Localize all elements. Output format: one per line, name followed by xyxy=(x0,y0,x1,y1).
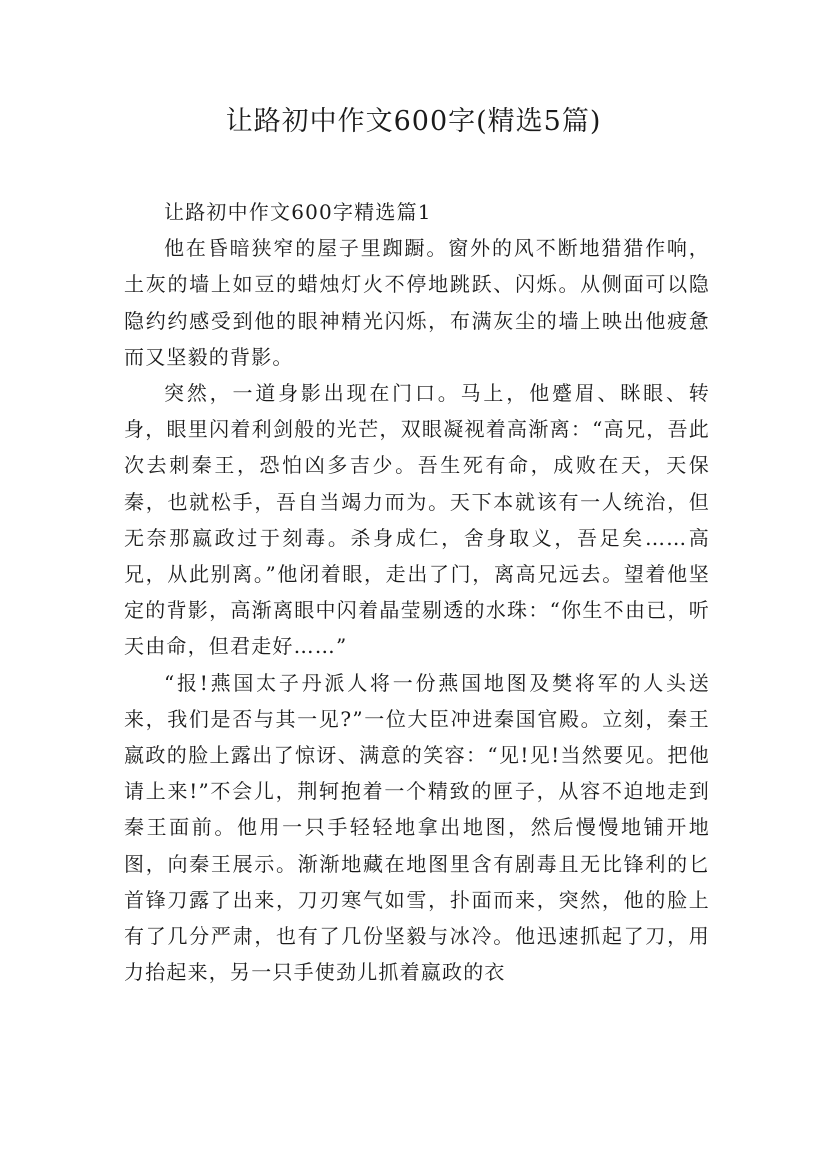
section-heading: 让路初中作文600字精选篇1 xyxy=(164,200,432,224)
paragraph-2: 突然，一道身影出现在门口。马上，他蹙眉、眯眼、转身，眼里闪着利剑般的光芒，双眼凝视着高渐离：“高兄，吾此次去刺秦王，恐怕凶多吉少。吾生死有命，成败在天，天保秦，也就松手，吾自当竭力而为。天下本就该有一人统治，但无奈那嬴政过于刻毒。杀身成仁，舍身取义，吾足矣……高兄，从此别离。”他闭着眼，走出了门，离高兄远去。望着他坚定的背影，高渐离眼中闪着晶莹剔透的水珠：“你生不由已，听天由命，但君走好……” xyxy=(124,381,710,659)
document-title: 让路初中作文600字(精选5篇) xyxy=(225,106,602,137)
paragraph-3: “报!燕国太子丹派人将一份燕国地图及樊将军的人头送来，我们是否与其一见?”一位大臣冲进秦国官殿。立刻，秦王嬴政的脸上露出了惊讶、满意的笑容：“见!见!当然要见。把他请上来!”不会儿，荆轲抱着一个精致的匣子，从容不迫地走到秦王面前。他用一只手轻轻地拿出地图，然后慢慢地铺开地图，向秦王展示。渐渐地藏在地图里含有剧毒且无比锋利的匕首锋刀露了出来，刀刃寒气如雪，扑面而来，突然，他的脸上有了几分严肃，也有了几份坚毅与冰冷。他迅速抓起了刀，用力抬起来，另一只手使劲儿抓着嬴政的衣 xyxy=(124,670,710,985)
document-body xyxy=(124,194,710,990)
paragraph-1: 他在昏暗狭窄的屋子里踟蹰。窗外的风不断地猎猎作响，土灰的墙上如豆的蜡烛灯火不停地跳跃、闪烁。从侧面可以隐隐约约感受到他的眼神精光闪烁，布满灰尘的墙上映出他疲惫而又坚毅的背影。 xyxy=(124,236,710,369)
